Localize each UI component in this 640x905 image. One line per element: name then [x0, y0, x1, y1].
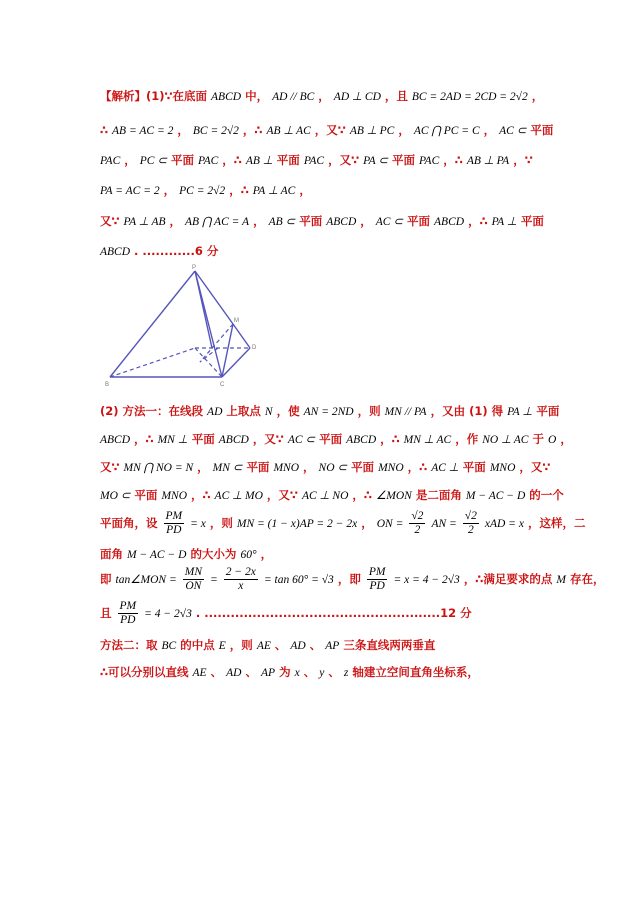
- text: ，: [299, 183, 311, 197]
- label-p: P: [192, 265, 197, 271]
- math: MN ⊥: [157, 434, 188, 446]
- math: E: [218, 640, 226, 652]
- fraction-sqrt2-2: [409, 510, 425, 537]
- text: 平面: [276, 153, 300, 167]
- math: MNO: [378, 462, 404, 474]
- math: M: [556, 574, 566, 586]
- math: AC ⊥ NO: [301, 490, 349, 502]
- label-c: C: [220, 382, 225, 388]
- math: x: [294, 667, 300, 679]
- line-5: [100, 213, 544, 230]
- text: ，则: [357, 404, 381, 418]
- denominator: PD: [166, 524, 182, 536]
- math: tan∠MON =: [115, 574, 177, 586]
- numerator: √2: [411, 510, 424, 522]
- math: AD: [226, 667, 242, 679]
- math: MO ⊂: [100, 490, 131, 502]
- math: AP: [261, 667, 276, 679]
- math: MNO: [273, 462, 300, 474]
- math: = x: [190, 518, 206, 530]
- denominator: PD: [369, 580, 385, 592]
- numerator: 2 − 2x: [225, 566, 256, 578]
- math: AC ⋂ PC = C: [413, 125, 480, 137]
- text: 平面: [299, 214, 323, 228]
- line-14: [100, 600, 472, 627]
- text: ，又∵: [314, 123, 346, 137]
- text: 即: [100, 572, 112, 586]
- text: ∴: [100, 123, 109, 137]
- text: ，∴: [229, 183, 249, 197]
- math: =: [210, 574, 218, 586]
- text: ，∴: [443, 153, 463, 167]
- fraction-pm-pd: [118, 600, 139, 627]
- numerator: PM: [165, 510, 183, 522]
- math: AC ⊂: [375, 216, 403, 228]
- line-7: [100, 403, 559, 420]
- fraction-sqrt2-2: [463, 510, 479, 537]
- text: 的中点: [180, 638, 215, 652]
- text: ，∴: [380, 432, 400, 446]
- math: PA ⊥ AC: [252, 185, 296, 197]
- math: AD: [207, 406, 223, 418]
- edge-ba: [110, 348, 195, 377]
- denominator: ON: [185, 580, 202, 592]
- line-16: [100, 664, 479, 681]
- math: AD ⊥ CD: [333, 91, 381, 103]
- text: ，∴: [407, 460, 428, 474]
- math: N: [264, 406, 273, 418]
- math: AD // BC: [272, 91, 315, 103]
- math: NO ⊥ AC: [482, 434, 529, 446]
- text: 平面: [407, 214, 431, 228]
- text: 中，: [245, 89, 269, 103]
- math: ABCD: [100, 434, 131, 446]
- text: ，: [253, 214, 265, 228]
- fraction-pm-pd: [367, 566, 388, 593]
- text: 、: [303, 665, 316, 679]
- math: AB ⊥ PC: [349, 125, 395, 137]
- math: AC ⊥: [431, 462, 459, 474]
- math: AD: [290, 640, 306, 652]
- text: ，: [360, 214, 372, 228]
- math: MN ⊥ AC: [403, 434, 452, 446]
- math: BC = 2√2: [192, 125, 239, 137]
- math: ABCD: [211, 91, 242, 103]
- math: 60°: [240, 549, 257, 561]
- text: ，∴: [468, 214, 488, 228]
- text: ，∴: [222, 153, 242, 167]
- math: MN = (1 − x)AP = 2 − 2x: [236, 518, 358, 530]
- math: AB ⊂: [268, 216, 296, 228]
- denominator: PD: [120, 614, 136, 626]
- math: ABCD: [218, 434, 249, 446]
- text: 面角: [100, 547, 123, 561]
- math: NO ⊂: [318, 462, 348, 474]
- score-6: . ............6 分: [134, 244, 219, 258]
- math: PA = AC = 2: [100, 185, 160, 197]
- text: ，: [318, 89, 330, 103]
- text: 平面: [319, 432, 343, 446]
- line-4: [100, 182, 311, 199]
- text: 、: [309, 638, 322, 652]
- edge-pb: [110, 271, 195, 377]
- math: AB = AC = 2: [112, 125, 174, 137]
- math: y: [319, 667, 325, 679]
- math: AB ⊥: [245, 155, 273, 167]
- text: 平面: [246, 460, 270, 474]
- math: M − AC − D: [127, 549, 187, 561]
- text: ，: [361, 516, 373, 530]
- edge-mm2: [233, 324, 250, 348]
- text: ，∴满足要求的点: [463, 572, 553, 586]
- text: ，则: [209, 516, 233, 530]
- text: (2) 方法一：在线段: [100, 404, 204, 418]
- line-15: [100, 637, 435, 654]
- text: 的大小为: [190, 547, 237, 561]
- math: PA ⊂: [363, 155, 388, 167]
- text: 且: [100, 606, 112, 620]
- line-2: [100, 122, 553, 139]
- math: PAC: [303, 155, 325, 167]
- text: ，这样，二: [527, 516, 586, 530]
- text: ，且: [384, 89, 408, 103]
- text: 平面: [462, 460, 486, 474]
- math: MN ⋂ NO = N: [123, 462, 194, 474]
- numerator: MN: [184, 566, 202, 578]
- fraction-2-2x-x: [224, 566, 258, 593]
- text: ，: [177, 123, 189, 137]
- math: MN ⊂: [212, 462, 243, 474]
- text: 为: [279, 665, 291, 679]
- math: = tan 60° = √3: [263, 574, 334, 586]
- math: PA ⊥: [507, 406, 533, 418]
- math: ABCD: [434, 216, 465, 228]
- math: BC = 2AD = 2CD = 2√2: [411, 91, 528, 103]
- text: 三条直线两两垂直: [343, 638, 436, 652]
- text: ，: [197, 460, 209, 474]
- text: ，: [560, 432, 572, 446]
- math: AB ⋂ AC = A: [185, 216, 250, 228]
- line-11: [100, 510, 585, 537]
- text: ，∵: [513, 153, 533, 167]
- fraction-mn-on: [183, 566, 204, 593]
- score-12: . ......................................................12 分: [195, 606, 472, 620]
- math: M − AC − D: [465, 490, 526, 502]
- math: MNO: [161, 490, 187, 502]
- math: AE: [256, 640, 271, 652]
- math: AP: [325, 640, 340, 652]
- text: 于: [532, 432, 544, 446]
- math: AB ⊥ AC: [266, 125, 311, 137]
- text: 【解析】(1)∵在底面: [100, 89, 208, 103]
- math: ∠MON: [375, 490, 412, 502]
- label-m: M: [234, 318, 239, 324]
- text: ，作: [455, 432, 479, 446]
- text: ，∴: [242, 123, 263, 137]
- math: BC: [161, 640, 177, 652]
- line-1: [100, 88, 543, 105]
- text: 平面: [134, 488, 158, 502]
- line-10: [100, 487, 564, 504]
- math: AC ⊥ MO: [214, 490, 263, 502]
- text: 的一个: [529, 488, 564, 502]
- text: ，又∵: [519, 460, 551, 474]
- math: AC ⊂: [287, 434, 316, 446]
- text: 平面: [520, 214, 544, 228]
- math: PA ⊥ AB: [123, 216, 166, 228]
- math: = 4 − 2√3: [144, 608, 192, 620]
- numerator: PM: [368, 566, 386, 578]
- math: PC ⊂: [139, 155, 167, 167]
- text: ，: [303, 460, 315, 474]
- math: ON =: [376, 518, 404, 530]
- text: 平面角，设: [100, 516, 158, 530]
- denominator: 2: [414, 524, 421, 536]
- line-13: [100, 566, 604, 593]
- math: ABCD: [326, 216, 357, 228]
- text: 又∵: [100, 214, 120, 228]
- text: 轴建立空间直角坐标系，: [352, 665, 479, 679]
- math: AC ⊂: [499, 125, 527, 137]
- edge-cd: [222, 348, 250, 377]
- math: AN =: [431, 518, 457, 530]
- text: ，∴: [134, 432, 154, 446]
- math: PAC: [419, 155, 440, 167]
- text: 平面: [171, 153, 195, 167]
- label-d: D: [252, 345, 257, 351]
- edge-cm: [222, 324, 233, 377]
- text: 平面: [536, 404, 560, 418]
- math: = x = 4 − 2√3: [393, 574, 460, 586]
- line-9: [100, 459, 550, 476]
- math: MN // PA: [384, 406, 427, 418]
- edge-no: [200, 348, 218, 362]
- denominator: 2: [467, 524, 474, 536]
- text: 是二面角: [415, 488, 462, 502]
- text: 平面: [351, 460, 375, 474]
- text: 平面: [191, 432, 215, 446]
- text: ，使: [276, 404, 300, 418]
- text: 存在，: [569, 572, 605, 586]
- line-6: [100, 243, 218, 260]
- text: ，则: [229, 638, 253, 652]
- math: MNO: [489, 462, 516, 474]
- text: 、: [274, 638, 287, 652]
- line-8: [100, 431, 572, 448]
- text: ，∴: [191, 488, 211, 502]
- text: ，∴: [352, 488, 372, 502]
- text: ，又∵: [266, 488, 298, 502]
- text: 上取点: [226, 404, 261, 418]
- label-b: B: [105, 382, 110, 388]
- math: PC = 2√2: [179, 185, 226, 197]
- numerator: √2: [464, 510, 477, 522]
- text: ，又∵: [328, 153, 360, 167]
- text: 、: [245, 665, 257, 679]
- text: ，: [398, 123, 410, 137]
- text: ，即: [337, 572, 361, 586]
- math: ABCD: [100, 246, 131, 258]
- pyramid-figure: [100, 262, 270, 392]
- math: PA ⊥: [491, 216, 517, 228]
- math: O: [547, 434, 557, 446]
- math: PAC: [100, 155, 121, 167]
- text: ，: [483, 123, 496, 137]
- text: 、: [328, 665, 340, 679]
- math: ABCD: [346, 434, 377, 446]
- text: 方法二：取: [100, 638, 158, 652]
- math: AE: [192, 667, 207, 679]
- text: 、: [210, 665, 223, 679]
- math: PAC: [198, 155, 219, 167]
- text: ，又∵: [252, 432, 284, 446]
- text: ，: [531, 89, 544, 103]
- text: ，: [169, 214, 182, 228]
- text: ，: [124, 153, 136, 167]
- text: ∴可以分别以直线: [100, 665, 189, 679]
- text: ，又由 (1) 得: [430, 404, 504, 418]
- line-3: [100, 152, 533, 169]
- text: 平面: [530, 123, 554, 137]
- math: z: [343, 667, 349, 679]
- text: ，: [260, 547, 273, 561]
- text: 平面: [392, 153, 415, 167]
- math: AB ⊥ PA: [466, 155, 510, 167]
- line-12: [100, 546, 272, 563]
- fraction-pm-pd: [164, 510, 185, 537]
- math: xAD = x: [484, 518, 524, 530]
- text: ，: [163, 183, 176, 197]
- text: 又∵: [100, 460, 120, 474]
- denominator: x: [238, 580, 244, 592]
- numerator: PM: [119, 600, 137, 612]
- math: AN = 2ND: [303, 406, 354, 418]
